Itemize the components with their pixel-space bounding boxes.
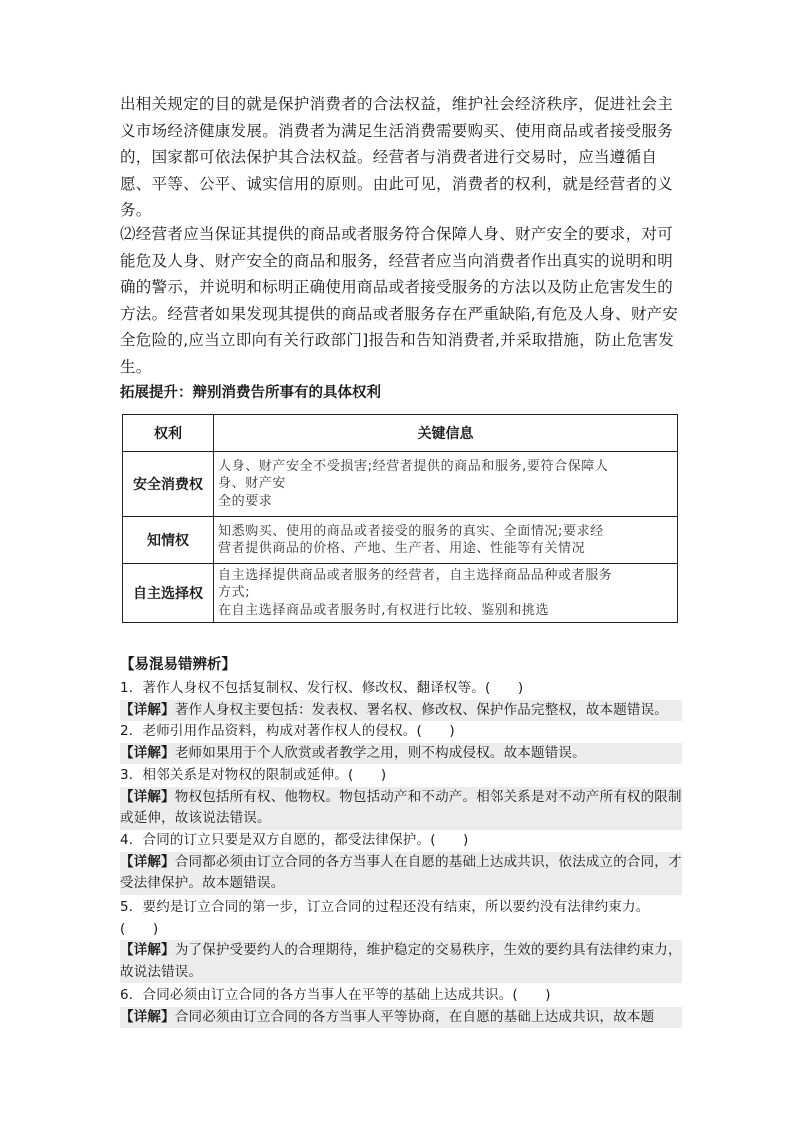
answer-text: 合同都必须由订立合同的各方当事人在自愿的基础上达成共识，依法成立的合同，才受法律保护。故本题错误。 [120,853,682,891]
right-info [214,564,678,623]
question: 5．要约是订立合同的第一步，订立合同的过程还没有结束，所以要约没有法律约束力。( ) [120,899,650,937]
right-info [214,452,678,517]
answer-tag: 【详解】 [120,788,175,805]
right-name: 安全消费权 [123,452,214,517]
answer-tag: 【详解】 [120,744,175,761]
paragraph-consumer-rights: 出相关规定的目的就是保护消费者的合法权益，维护社会经济秩序，促进社会主义市场经济健康发展。消费者为满足生活消费需要购买、使用商品或者接受服务的，国家都可依法保护其合法权益。经营者与消费者进行交易时，应当遵循自愿、平等、公平、诚实信用的原则。由此可见，消费者的权利，就是经营者的义务。 [120,95,674,219]
answer-tag: 【详解】 [120,942,175,958]
header-key-info: 关键信息 [214,415,678,452]
qa-item-3 [120,765,682,830]
question: 6．合同必须由订立合同的各方当事人在平等的基础上达成共识。( ) [120,987,551,1003]
answer-tag: 【详解】 [120,853,175,870]
header-right: 权利 [123,415,214,452]
info-line: 知悉购买、使用的商品或者接受的服务的真实、全面情况;要求经 [218,523,604,539]
question: 2．老师引用作品资料，构成对著作权人的侵权。( ) [120,723,455,739]
confusion-section-title: 【易混易错辨析】 [120,657,236,673]
right-name: 自主选择权 [123,564,214,623]
right-info [214,517,678,564]
rights-table [122,414,678,623]
answer-tag: 【详解】 [120,1008,175,1025]
info-line: 自主选择提供商品或者服务的经营者，自主选择商品品种或者服务 [218,567,613,583]
table-row [123,564,678,623]
info-line: 方式; [218,585,251,601]
answer-text: 著作人身权主要包括：发表权、署名权、修改权、保护作品完整权，故本题错误。 [174,701,669,718]
info-line: 营者提供商品的价格、产地、生产者、用途、性能等有关情况 [218,541,586,556]
answer [120,940,682,983]
qa-item-2 [120,721,682,764]
qa-item-5 [120,897,682,983]
answer [120,1007,682,1029]
info-line: 人身、财产安全不受损害;经营者提供的商品和服务,要符合保障人 [218,458,609,474]
table-row [123,452,678,517]
right-name: 知情权 [123,517,214,564]
info-line: 身、财产安 [218,476,287,492]
table-header-row [123,415,678,452]
answer-text: 老师如果用于个人欣赏或者教学之用，则不构成侵权。故本题错误。 [174,744,586,761]
question: 3．相邻关系是对物权的限制或延伸。( ) [120,767,387,783]
answer [120,700,682,722]
table-row [123,517,678,564]
answer [120,852,682,895]
answer-text: 为了保护受要约人的合理期待，维护稳定的交易秩序，生效的要约具有法律约束力，故说法错误。 [120,942,682,980]
extension-heading: 拓展提升：辩别消费告所事有的具体权利 [120,385,381,401]
question: 4．合同的订立只要是双方自愿的，都受法律保护。( ) [120,832,469,848]
answer-text: 物权包括所有权、他物权。物包括动产和不动产。相邻关系是对不动产所有权的限制或延伸，故该说法错误。 [120,788,682,826]
answer-tag: 【详解】 [120,701,175,718]
info-line: 全的要求 [218,493,273,509]
answer [120,787,682,830]
answer-text: 合同必须由订立合同的各方当事人平等协商，在自愿的基础上达成共识，故本题 [174,1008,655,1025]
qa-item-1 [120,678,682,721]
qa-item-4 [120,830,682,895]
question: 1．著作人身权不包括复制权、发行权、修改权、翻译权等。( ) [120,680,524,696]
info-line: 在自主选择商品或者服务时,有权进行比较、鉴别和挑选 [218,602,550,618]
qa-item-6 [120,985,682,1028]
paragraph-operator-obligations: ⑵经营者应当保证其提供的商品或者服务符合保障人身、财产安全的要求，对可能危及人身、财产安全的商品和服务，经营者应当向消费者作出真实的说明和明确的警示，并说明和标明正确使用商品或者接受服务的方法以及防止危害发生的方法。经营者如果发现其提供的商品或者服务存在严重缺陷,有危及人身、财产安全危险的,应当立即向有关行政部门]报告和告知消费者,并采取措施，防止危害发生。 [120,225,679,376]
answer [120,743,682,765]
